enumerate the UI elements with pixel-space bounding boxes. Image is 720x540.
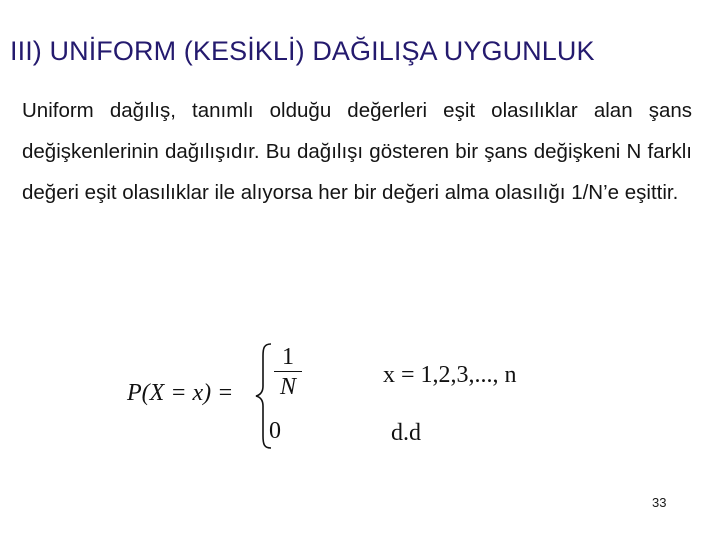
fraction-numerator: 1 bbox=[282, 344, 294, 370]
fraction-bar bbox=[274, 371, 302, 372]
formula-lhs: P(X = x) = bbox=[127, 380, 234, 406]
page-number: 33 bbox=[652, 495, 667, 510]
body-paragraph: Uniform dağılış, tanımlı olduğu değerleri eşit olasılıklar alan şans değişkenlerinin dağılışıdır. Bu dağılışı gösteren bir şans değişkeni N farklı değeri eşit olasılıklar ile alıyorsa her bir değeri alma olasılığı 1/N’e eşittir. bbox=[22, 99, 692, 204]
case2-condition: d.d bbox=[391, 420, 421, 446]
slide-title: III) UNİFORM (KESİKLİ) DAĞILIŞA UYGUNLUK bbox=[10, 36, 595, 66]
piecewise-formula bbox=[125, 340, 565, 460]
case1-condition: x = 1,2,3,..., n bbox=[383, 362, 517, 388]
fraction-denominator: N bbox=[279, 374, 296, 401]
case1-fraction bbox=[274, 344, 302, 400]
case2-value: 0 bbox=[269, 418, 281, 444]
